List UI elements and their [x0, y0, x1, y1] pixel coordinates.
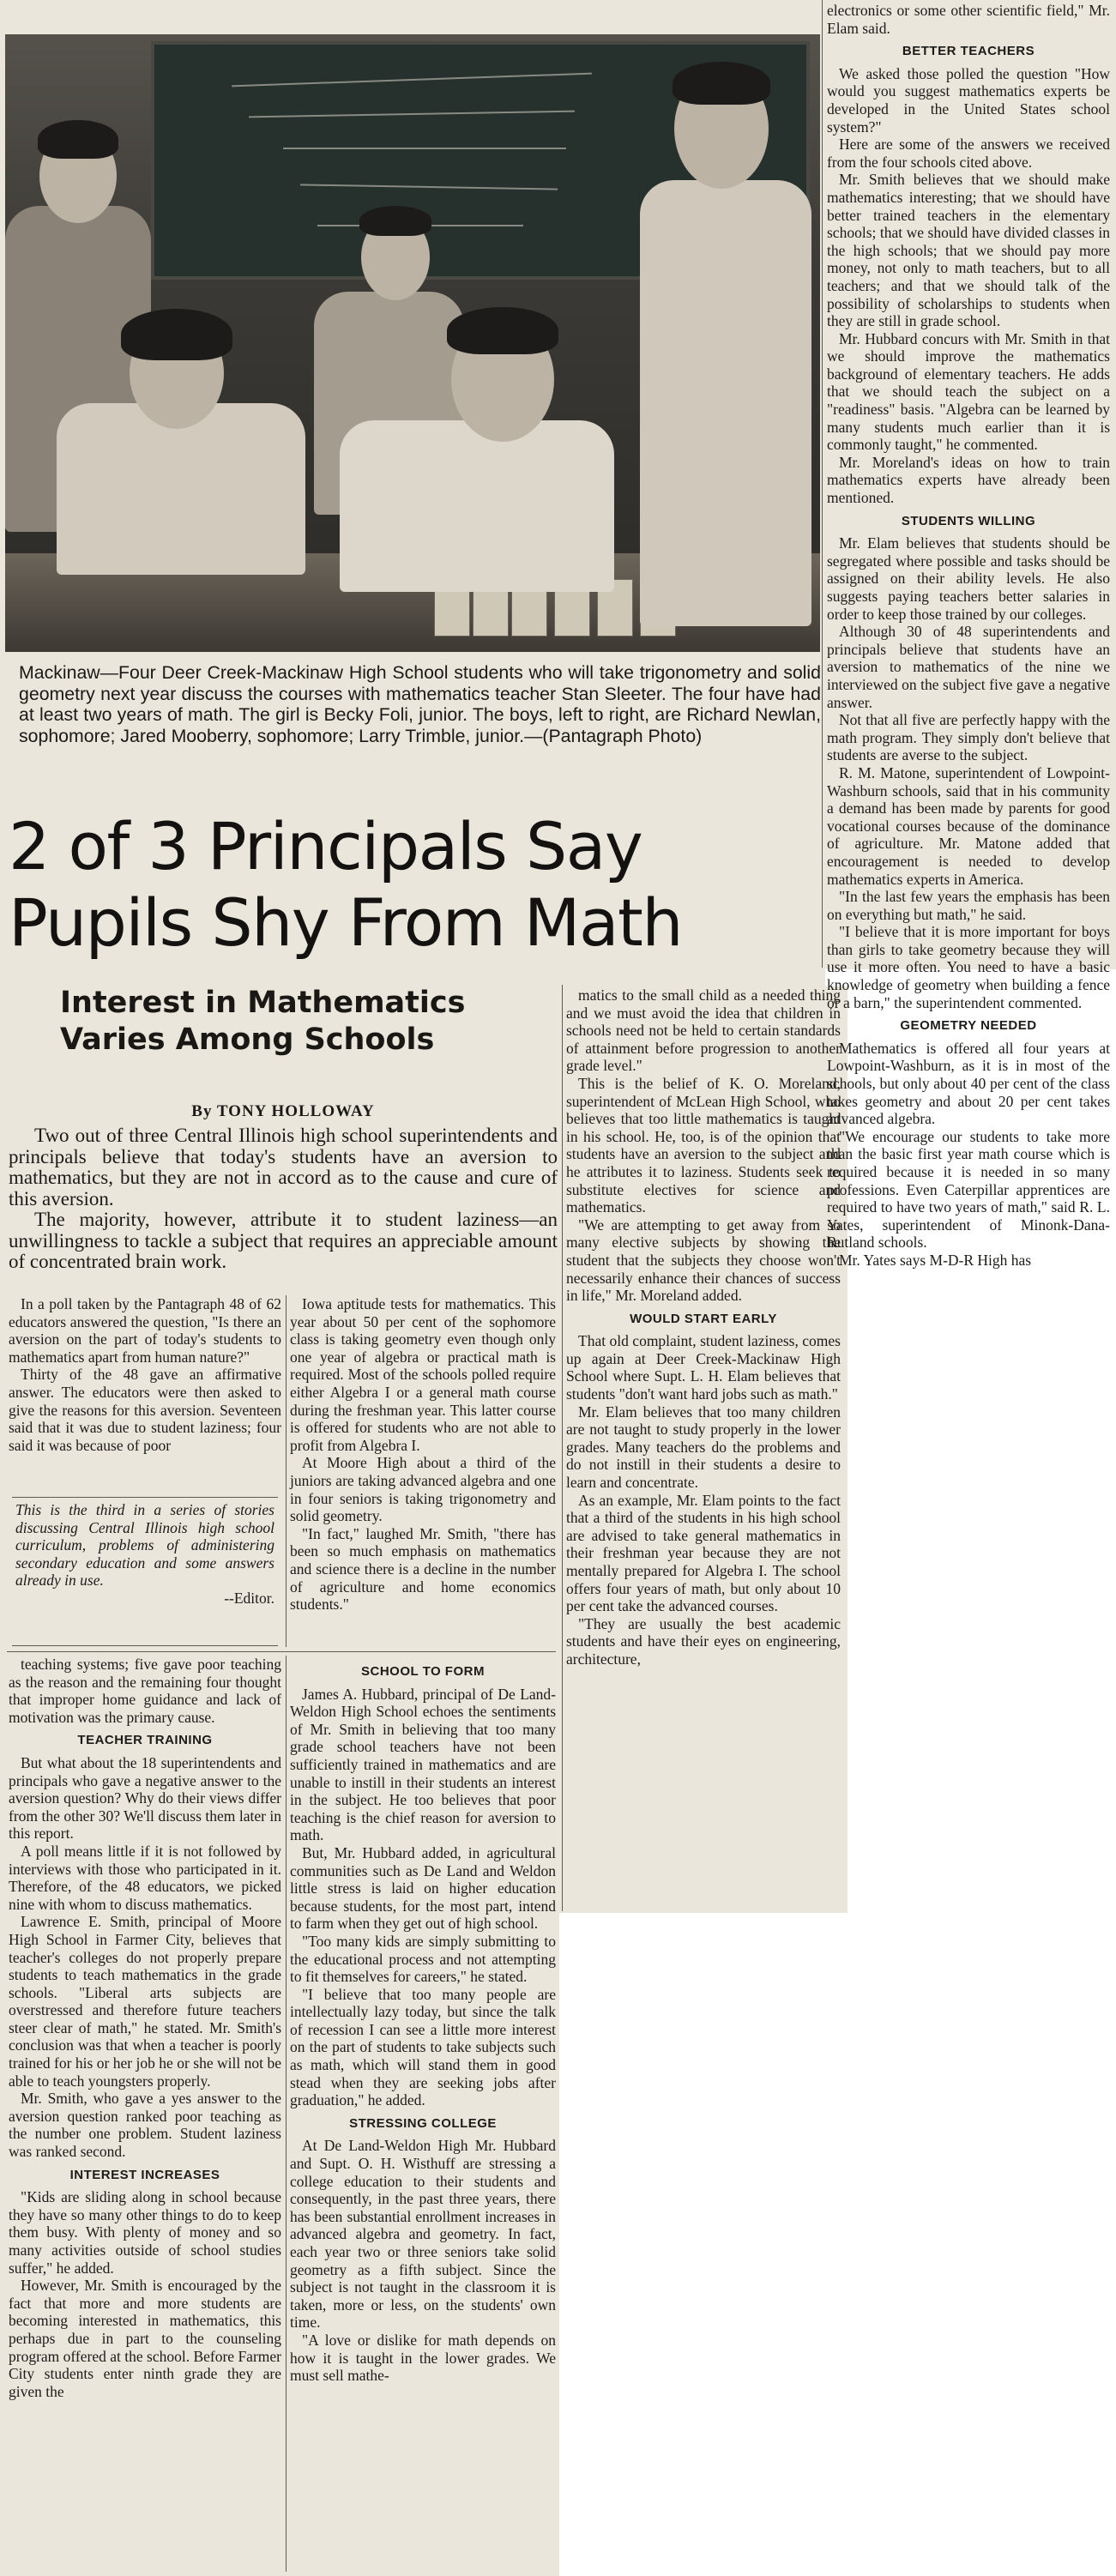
paragraph: Mr. Smith believes that we should make mathematics interesting; that we should have better trained teachers in the elementary schools; that we should have divided classes in the high schools; that we should pay more money, not only to math teachers, but to all teachers; and that we should talk of the possibility of scholarships to students when they are still in grade school.	[827, 171, 1110, 330]
paragraph: "Kids are sliding along in school because they have so many other things to do to keep them busy. With plenty of money and so many activities outside of school studies suffer," he added.	[9, 2188, 281, 2277]
paragraph: "In the last few years the emphasis has been on everything but math," he said.	[827, 888, 1110, 923]
section-head-teacher-training: TEACHER TRAINING	[77, 1733, 213, 1748]
paragraph: James A. Hubbard, principal of De Land-Weldon High School echoes the sentiments of Mr. Smith in believing that too many grade school teachers have not been sufficiently trained in mathematics and are unable to instill in their students an interest in the subject. He too believes that poor teaching is the chief reason for aversion to math.	[290, 1685, 556, 1844]
paragraph: As an example, Mr. Elam points to the fact that a third of the students in his high school are advised to take general mathematics in their freshman year because they are not mentally prepared for Algebra I. The school offers four years of math, but only about 10 per cent take the advanced courses.	[566, 1491, 841, 1615]
paragraph: Mr. Smith, who gave a yes answer to the aversion question ranked poor teaching as the number one problem. Student laziness was ranked second.	[9, 2090, 281, 2161]
subhead-line-2: Varies Among Schools	[60, 1023, 435, 1057]
lede	[9, 1125, 558, 1273]
headline-line-2: Pupils Shy From Math	[9, 884, 682, 961]
news-photo	[5, 34, 820, 652]
paragraph: Iowa aptitude tests for mathematics. This year about 50 per cent of the sophomore class is taking geometry even though only one year of algebra or practical math is required. Most of the schools polled require either Algebra I or a general math course during the freshman year. This latter course is offered for students who are not able to profit from Algebra I.	[290, 1295, 556, 1454]
section-head-geometry-needed: GEOMETRY NEEDED	[900, 1018, 1037, 1034]
paragraph: Mr. Elam believes that students should be segregated where possible and tasks should be assigned on their ability levels. He also suggests paying teachers better salaries in order to keep those trained by our colleges.	[827, 534, 1110, 623]
paragraph: This is the belief of K. O. Moreland, superintendent of McLean High School, who believes that too little mathematics is taught in his school. He, too, is of the opinion that students have an aversion to the subject and he attributes it to laziness. Students seek to substitute electives for science and mathematics.	[566, 1074, 841, 1216]
paragraph: Lawrence E. Smith, principal of Moore High School in Farmer City, believes that teacher's colleges do not properly prepare students to teach mathematics in the grade schools. "Liberal arts subjects are overstressed and therefore future teachers steer clear of math," he stated. Mr. Smith's conclusion was that when a teacher is poorly trained for his or her job he or she will not be able to teach youngsters properly.	[9, 1913, 281, 2090]
paragraph: Mr. Moreland's ideas on how to train mathematics experts have already been mentioned.	[827, 453, 1110, 507]
section-head-would-start-early: WOULD START EARLY	[630, 1311, 777, 1326]
paragraph: teaching systems; five gave poor teaching as the reason and the remaining four thought that improper home guidance and lack of motivation was the primary cause.	[9, 1656, 281, 1726]
section-head-stressing-college: STRESSING COLLEGE	[349, 2115, 497, 2131]
editor-note-text: This is the third in a series of stories discussing Central Illinois high school curriculum, problems of administering secondary education and some answers already in use.	[15, 1501, 274, 1590]
editor-note	[15, 1501, 274, 1608]
subhead-line-1: Interest in Mathematics	[60, 986, 466, 1020]
lede-paragraph: The majority, however, attribute it to student laziness—an unwillingness to tackle a subject that requires an appreciable amount of concentrated brain work.	[9, 1209, 558, 1272]
section-head-school-to-form: SCHOOL TO FORM	[361, 1664, 485, 1679]
paragraph: Mr. Yates says M-D-R High has	[839, 1251, 1032, 1269]
paragraph: At De Land-Weldon High Mr. Hubbard and Supt. O. H. Wisthuff are stressing a college education to their students and consequently, in the past three years, there has been substantial enrollment increases in advanced algebra and geometry. In fact, each year two or three seniors take solid geometry as a fifth subject. Since the subject is not taught in the classroom it is taken, more or less, on the students' own time.	[290, 2137, 556, 2332]
column-2-upper	[290, 1295, 556, 1647]
section-head-better-teachers: BETTER TEACHERS	[902, 44, 1035, 59]
paragraph: Mr. Hubbard concurs with Mr. Smith in that we should improve the mathematics background of elementary teachers. He adds that we should teach the subject on a "readiness" basis. "Algebra can be learned by many students much earlier than it is commonly taught," he commented.	[827, 329, 1110, 454]
headline-line-1: 2 of 3 Principals Say	[9, 808, 642, 884]
column-rule	[822, 0, 823, 968]
paragraph: "A love or dislike for math depends on how it is taught in the lower grades. We must sell mathe-	[290, 2331, 556, 2385]
paragraph: "In fact," laughed Mr. Smith, "there has been so much emphasis on mathematics and science there is a decline in the number of agriculture and home economics students."	[290, 1524, 556, 1614]
section-head-interest-increases: INTEREST INCREASES	[69, 2167, 220, 2182]
paragraph: "I believe that it is more important for boys than girls to take geometry because they will use it more often. You need to have a basic knowledge of geometry when building a fence or a barn," the superintendent commented.	[827, 923, 1110, 1011]
paragraph: Here are some of the answers we received from the four schools cited above.	[827, 136, 1110, 171]
byline: By TONY HOLLOWAY	[191, 1102, 375, 1120]
paragraph: Mathematics is offered all four years at Lowpoint-Washburn, as it is in most of the schools, but only about 40 per cent of the class takes geometry and about 20 per cent takes advanced algebra.	[827, 1039, 1110, 1128]
paragraph: Thirty of the 48 gave an affirmative answer. The educators were then asked to give the reasons for this aversion. Seventeen said that it was due to student laziness; four said it was because of poor	[9, 1366, 281, 1454]
section-head-students-willing: STUDENTS WILLING	[901, 513, 1036, 528]
paragraph: matics to the small child as a needed thing and we must avoid the idea that children in schools need not be held to certain standards of attainment before progression to another grade level."	[566, 986, 841, 1075]
column-rule	[286, 1656, 287, 2572]
note-rule-bottom	[12, 1645, 278, 1646]
column-4	[827, 2, 1110, 1269]
paragraph: We asked those polled the question "How would you suggest mathematics experts be developed in the United States school system?"	[827, 64, 1110, 136]
paragraph: "They are usually the best academic students and have their eyes on engineering, architecture,	[566, 1614, 841, 1668]
paragraph: R. M. Matone, superintendent of Lowpoint-Washburn schools, said that in his community a demand has been made by parents for good vocational courses because of the dominance of agriculture. Mr. Matone added that encouragement is needed to develop mathematics experts in America.	[827, 763, 1110, 888]
column-rule	[562, 985, 563, 1911]
column-rule	[286, 1295, 287, 1647]
editor-signature: --Editor.	[224, 1589, 274, 1607]
paragraph: Although 30 of 48 superintendents and principals believe that students have an aversion to mathematics of the nine we interviewed on the subject five gave a negative answer.	[827, 623, 1110, 711]
paragraph: A poll means little if it is not followed by interviews with those who participated in it. Therefore, of the 48 educators, we picked nine with whom to discuss mathematics.	[9, 1842, 281, 1913]
paragraph: "Too many kids are simply submitting to the educational process and not attempting to fit themselves for careers," he stated.	[290, 1932, 556, 1986]
paragraph: "I believe that too many people are intellectually lazy today, but since the talk of recession I can see a little more interest on the part of students to take subjects such as math, which will stand them in good stead when they are seeking jobs after graduation," he added.	[290, 1985, 556, 2109]
headline	[9, 808, 823, 961]
lede-paragraph: Two out of three Central Illinois high school superintendents and principals believe that today's students have an aversion to mathematics, but they are not in accord as to the cause and cure of this aversion.	[9, 1125, 558, 1210]
paragraph: "We are attempting to get away from so many elective subjects by showing the student that the subjects they choose won't necessarily enhance their chances of success in life," Mr. Moreland added.	[566, 1216, 841, 1305]
paragraph: But what about the 18 superintendents and principals who gave a negative answer to the aversion question? Why do their views differ from the other 30? We'll discuss them later in this report.	[9, 1753, 281, 1843]
subheadline	[60, 985, 540, 1059]
note-rule-top	[12, 1497, 278, 1498]
column-1-lower	[9, 1656, 281, 2572]
paragraph: However, Mr. Smith is encouraged by the fact that more and more students are becoming interested in mathematics, this perhaps due in part to the counseling program offered at the school. Before Farmer City students enter ninth grade they are given the	[9, 2277, 281, 2400]
paragraph: electronics or some other scientific field," Mr. Elam said.	[827, 2, 1110, 37]
column-2-lower	[290, 1657, 556, 2572]
paragraph: At Moore High about a third of the juniors are taking advanced algebra and one in four seniors is taking trigonometry and solid geometry.	[290, 1454, 556, 1525]
column-1-upper	[9, 1295, 281, 1494]
paragraph: Mr. Elam believes that too many children are not taught to study properly in the lower grades. Many teachers do the problems and do not instill in their students a desire to learn and concentrate.	[566, 1403, 841, 1492]
paragraph: In a poll taken by the Pantagraph 48 of 62 educators answered the question, "Is there an aversion on the part of today's students to mathematics apart from human nature?"	[9, 1295, 281, 1366]
column-3	[566, 986, 841, 1909]
paragraph: But, Mr. Hubbard added, in agricultural communities such as De Land and Weldon little stress is laid on higher education because students, for the most part, intend to farm when they get out of high school.	[290, 1843, 556, 1933]
section-rule	[7, 1651, 556, 1652]
paragraph: That old complaint, student laziness, comes up again at Deer Creek-Mackinaw High School where Supt. L. H. Elam believes that students "don't want hard jobs such as math."	[566, 1332, 841, 1403]
paragraph: Not that all five are perfectly happy with the math program. They simply don't believe that students are averse to the subject.	[827, 711, 1110, 764]
paragraph: "We encourage our students to take more than the basic first year math course which is required because it is needed in so many professions. Even Caterpillar apprentices are required to have two years of math," said R. L. Yates, superintendent of Minonk-Dana-Rutland schools.	[827, 1127, 1110, 1252]
photo-caption: Mackinaw—Four Deer Creek-Mackinaw High School students who will take trigonometry and solid geometry next year discuss the courses with mathematics teacher Stan Sleeter. The four have had at least two years of math. The girl is Becky Foli, junior. The boys, left to right, are Richard Newlan, sophomore; Jared Mooberry, sophomore; Larry Trimble, junior.—(Pantagraph Photo)	[19, 662, 821, 746]
